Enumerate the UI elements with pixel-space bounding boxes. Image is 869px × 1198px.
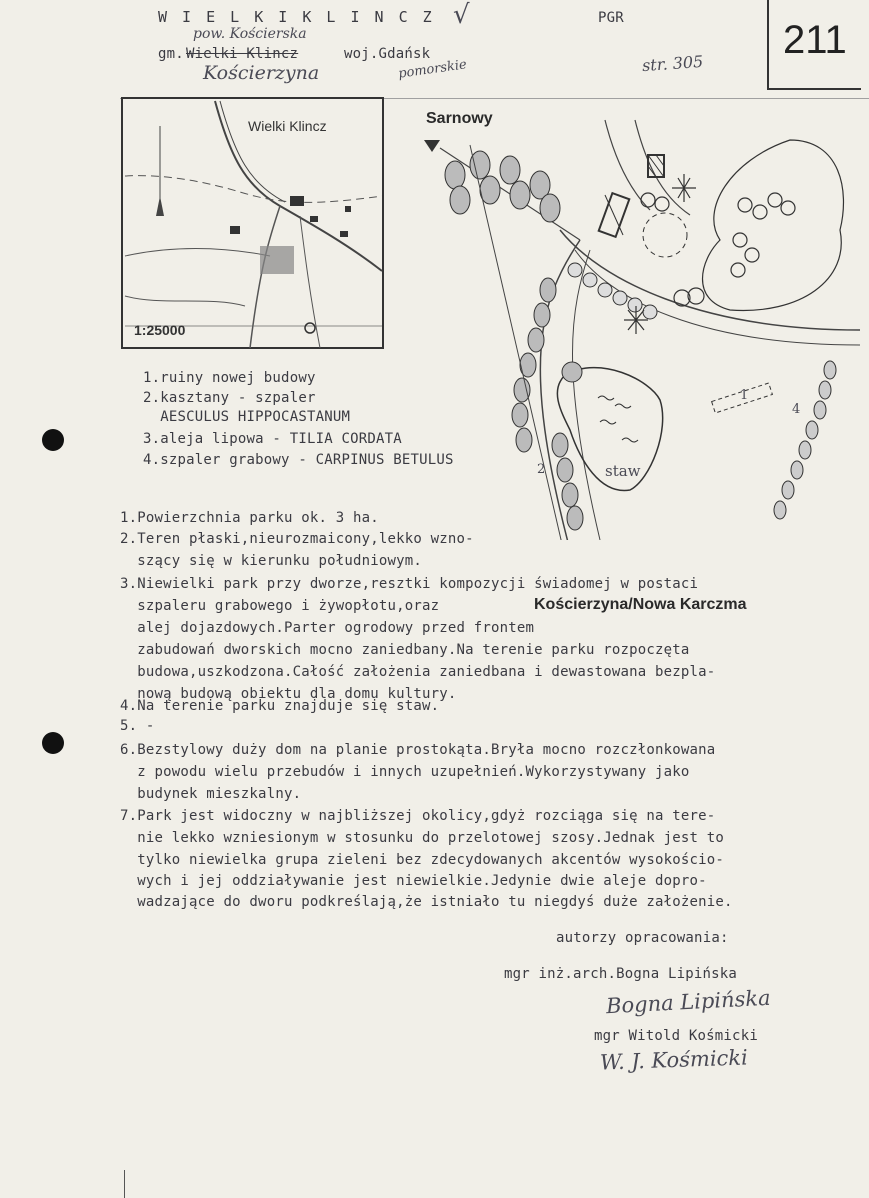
body-line: z powodu wielu przebudów i innych uzupełnień.Wykorzystywany jako — [120, 764, 690, 780]
legend-item: 1.ruiny nowej budowy — [143, 370, 316, 386]
body-line: 6.Bezstylowy duży dom na planie prostokąta.Bryła mocno rozczłonkowana — [120, 742, 716, 758]
body-line: nie lekko wzniesionym w stosunku do przelotowej szosy.Jednak jest to — [120, 830, 725, 846]
body-line: tylko niewielka grupa zieleni bez zdecydowanych akcentów wysokościo- — [120, 852, 725, 868]
marker-4: 4 — [792, 402, 801, 417]
body-line: 4.Na terenie parku znajduje się staw. — [120, 698, 440, 714]
body-line: budynek mieszkalny. — [120, 786, 302, 802]
powiat-handwritten: pow. Kościerska — [193, 26, 307, 42]
margin-mark — [124, 1170, 125, 1198]
page-reference: str. 305 — [641, 51, 704, 76]
punch-hole-bottom — [42, 732, 64, 754]
author-1-name: mgr inż.arch.Bogna Lipińska — [504, 966, 737, 982]
check-mark: √ — [453, 0, 470, 30]
north-direction-label: Sarnowy — [426, 110, 493, 127]
map-scale: 1:25000 — [134, 322, 186, 338]
body-line: 3.Niewielki park przy dworze,resztki kompozycji świadomej w postaci — [120, 576, 699, 592]
document-title: W I E L K I K L I N C Z — [158, 8, 435, 26]
body-line: wadzające do dworu podkreślają,że istniało tu niegdyś duże założenie. — [120, 894, 733, 910]
author-1-signature: Bogna Lipińska — [605, 985, 772, 1019]
body-line: nową budową obiektu dla domu kultury. — [120, 686, 457, 702]
body-line: wych i jej oddziaływanie jest niewielkie.Jedynie dwie aleje dopro- — [120, 873, 707, 889]
gmina-handwritten: Kościerzyna — [203, 62, 320, 84]
voivodeship-label: woj.Gdańsk — [344, 46, 431, 62]
body-line: szący się w kierunku południowym. — [120, 553, 423, 569]
village-label: Wielki Klincz — [248, 118, 327, 134]
body-line: alej dojazdowych.Parter ogrodowy przed frontem — [120, 620, 535, 636]
author-2-signature: W. J. Kośmicki — [599, 1045, 749, 1075]
body-line: 2.Teren płaski,nieurozmaicony,lekko wzno- — [120, 531, 474, 547]
legend-item: 2.kasztany - szpaler — [143, 390, 316, 406]
body-line: zabudowań dworskich mocno zaniedbany.Na terenie parku rozpoczęta — [120, 642, 690, 658]
author-2-name: mgr Witold Kośmicki — [594, 1028, 758, 1044]
authors-heading: autorzy opracowania: — [556, 930, 729, 946]
park-site-plan — [400, 100, 860, 540]
body-line: budowa,uszkodzona.Całość założenia zaniedbana i dewastowana bezpla- — [120, 664, 716, 680]
marker-2: 2 — [537, 462, 546, 477]
gmina-struck-name: Wielki Klincz — [186, 46, 299, 62]
location-map-drawing — [120, 96, 385, 350]
legend-item: 4.szpaler grabowy - CARPINUS BETULUS — [143, 452, 454, 468]
body-line: 5. - — [120, 718, 155, 734]
punch-hole-top — [42, 429, 64, 451]
voivodeship-handwritten: pomorskie — [397, 57, 468, 82]
legend-item: AESCULUS HIPPOCASTANUM — [143, 409, 351, 425]
sheet-number: 211 — [783, 18, 847, 62]
sheet-number-box — [767, 0, 861, 90]
body-line: 7.Park jest widoczny w najbliższej okolicy,gdyż rozciąga się na tere- — [120, 808, 716, 824]
road-direction-label: Kościerzyna/Nowa Karczma — [534, 596, 747, 613]
legend-item: 3.aleja lipowa - TILIA CORDATA — [143, 431, 402, 447]
body-line: szpaleru grabowego i żywopłotu,oraz — [120, 598, 440, 614]
gmina-label: gm. — [158, 46, 184, 62]
pond-label: staw — [605, 462, 641, 480]
marker-1: 1 — [740, 388, 749, 403]
pgr-label: PGR — [598, 10, 624, 26]
body-line: 1.Powierzchnia parku ok. 3 ha. — [120, 510, 379, 526]
location-map — [120, 96, 385, 350]
